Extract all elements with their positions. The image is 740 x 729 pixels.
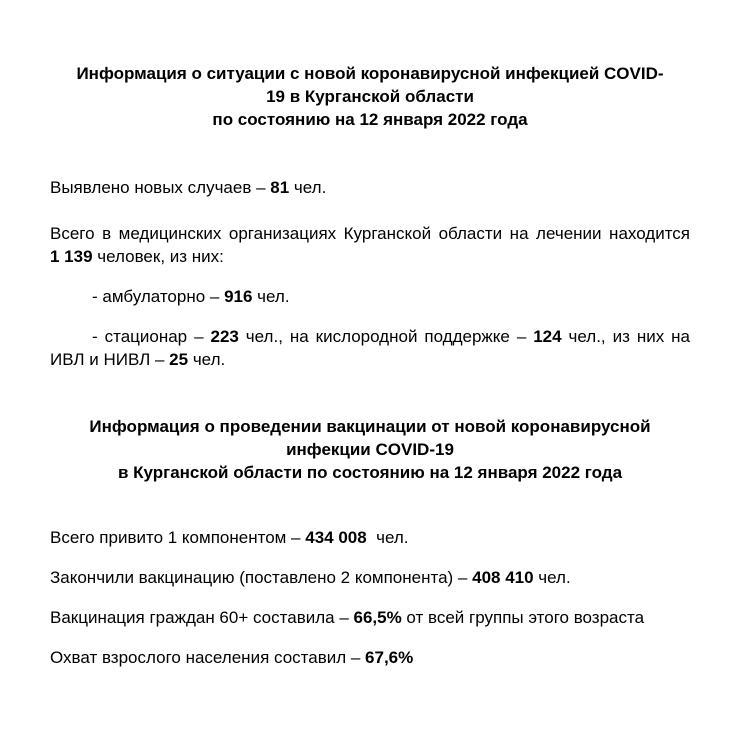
new-cases-label: Выявлено новых случаев – xyxy=(50,178,271,197)
ventilation-label: чел., из них на ИВЛ и НИВЛ – xyxy=(50,327,690,369)
ventilation-unit: чел. xyxy=(188,350,226,369)
page-title-line-2: 19 в Курганской области xyxy=(266,87,474,106)
seniors-coverage-line xyxy=(50,606,690,629)
vaccination-heading-line-1: Информация о проведении вакцинации от новой коронавирусной xyxy=(89,417,651,436)
vaccination-completed-label: Закончили вакцинацию (поставлено 2 компонента) – xyxy=(50,568,473,587)
document-content xyxy=(50,62,690,669)
outpatient-line xyxy=(50,285,690,308)
vaccination-completed-unit: чел. xyxy=(533,568,571,587)
inpatient-label: - стационар – xyxy=(92,327,211,346)
seniors-coverage-value: 66,5% xyxy=(353,608,402,627)
vaccinated-one-component-unit: чел. xyxy=(366,528,409,547)
seniors-coverage-suffix: от всей группы этого возраста xyxy=(401,608,645,627)
page-title-line-1: Информация о ситуации с новой коронавирусной инфекцией COVID- xyxy=(76,64,664,83)
outpatient-unit: чел. xyxy=(252,287,290,306)
new-cases-line xyxy=(50,176,690,199)
page-title-line-3: по состоянию на 12 января 2022 года xyxy=(212,110,528,129)
adult-coverage-line xyxy=(50,646,690,669)
outpatient-label: - амбулаторно – xyxy=(92,287,225,306)
vaccinated-one-component-value: 434 008 xyxy=(305,528,367,547)
vaccination-completed-line xyxy=(50,566,690,589)
adult-coverage-value: 67,6% xyxy=(365,648,414,667)
new-cases-unit: чел. xyxy=(289,178,327,197)
new-cases-value: 81 xyxy=(270,178,290,197)
vaccinated-one-component-label: Всего привито 1 компонентом – xyxy=(50,528,306,547)
inpatient-paragraph xyxy=(50,325,690,371)
adult-coverage-label: Охват взрослого населения составил – xyxy=(50,648,366,667)
oxygen-value: 124 xyxy=(533,327,562,346)
ventilation-value: 25 xyxy=(169,350,189,369)
vaccination-heading-line-2: инфекции COVID-19 xyxy=(286,440,454,459)
vaccination-statistics xyxy=(50,526,690,669)
page-title xyxy=(50,62,690,131)
vaccination-heading-line-3: в Курганской области по состоянию на 12 января 2022 года xyxy=(117,463,623,482)
hospitalized-paragraph xyxy=(50,222,690,268)
inpatient-value: 223 xyxy=(210,327,239,346)
hospitalized-value: 1 139 xyxy=(50,247,93,266)
vaccination-heading xyxy=(50,415,690,484)
vaccination-completed-value: 408 410 xyxy=(472,568,534,587)
vaccinated-one-component-line xyxy=(50,526,690,549)
hospitalized-suffix: человек, из них: xyxy=(92,247,224,266)
document-page xyxy=(0,62,740,729)
seniors-coverage-label: Вакцинация граждан 60+ составила – xyxy=(50,608,354,627)
outpatient-value: 916 xyxy=(224,287,253,306)
hospitalized-label: Всего в медицинских организациях Курганской области на лечении находится xyxy=(50,224,690,243)
oxygen-label: чел., на кислородной поддержке – xyxy=(238,327,534,346)
